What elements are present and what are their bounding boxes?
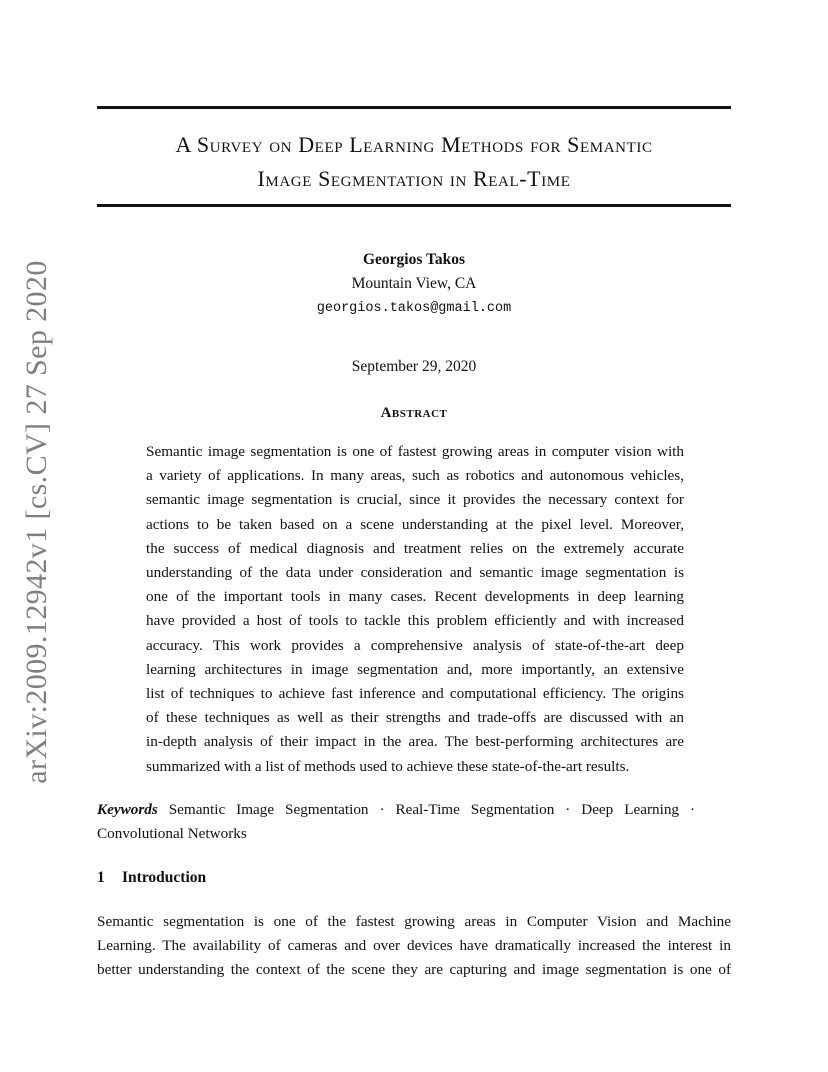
abstract-line: Semantic image segmentation is one of fastest growing areas in computer vision with	[146, 443, 684, 460]
body-line: better understanding the context of the scene they are capturing and image segmentation is one of	[97, 961, 731, 978]
abstract-line: actions to be taken based on a scene understanding at the pixel level. Moreover,	[146, 515, 684, 533]
abstract-line: a variety of applications. In many areas, such as robotics and autonomous vehicles,	[146, 467, 684, 485]
abstract-line: have provided a host of tools to tackle this problem efficiently and with increased	[146, 612, 684, 630]
title-top-rule	[97, 106, 731, 109]
abstract-heading: Abstract	[380, 405, 448, 421]
section-title: Introduction	[122, 869, 207, 886]
paper-date: September 29, 2020	[351, 358, 477, 375]
arxiv-identifier-stamp: arXiv:2009.12942v1 [cs.CV] 27 Sep 2020	[20, 260, 53, 784]
abstract-line: learning architectures in image segmentation and, more importantly, an extensive	[146, 660, 684, 678]
paper-title-line: Image Segmentation in Real-Time	[257, 166, 571, 191]
keywords-list: Semantic Image Segmentation · Real-Time Segmentation · Deep Learning ·	[168, 801, 696, 818]
abstract-body	[146, 440, 684, 779]
abstract-line: accuracy. This work provides a comprehensive analysis of state-of-the-art deep	[146, 636, 684, 654]
title-bottom-rule	[97, 204, 731, 207]
abstract-line: summarized with a list of methods used to achieve these state-of-the-art results.	[146, 757, 630, 775]
introduction-body	[97, 910, 731, 982]
body-line: Learning. The availability of cameras and over devices have dramatically increased the interest in	[97, 937, 731, 954]
author-affiliation: Mountain View, CA	[351, 275, 477, 292]
abstract-line: list of techniques to achieve fast inference and computational efficiency. The origins	[146, 685, 684, 703]
author-email: georgios.takos@gmail.com	[316, 301, 512, 316]
keywords-block	[97, 798, 695, 846]
abstract-line: of these techniques as well as their strengths and trade-offs are discussed with an	[146, 709, 684, 727]
body-line: Semantic segmentation is one of the fastest growing areas in Computer Vision and Machine	[97, 913, 731, 930]
section-heading-introduction	[97, 869, 206, 887]
abstract-line: semantic image segmentation is crucial, since it provides the necessary context for	[146, 491, 684, 509]
paper-title-line: A Survey on Deep Learning Methods for Semantic	[175, 132, 653, 157]
abstract-line: the success of medical diagnosis and treatment relies on the extremely accurate	[146, 539, 684, 557]
abstract-line: one of the important tools in many cases. Recent developments in deep learning	[146, 588, 684, 606]
abstract-line: understanding of the data under consideration and semantic image segmentation is	[146, 564, 684, 582]
keywords-line	[97, 798, 695, 822]
abstract-line: in-depth analysis of their impact in the area. The best-performing architectures are	[146, 733, 684, 751]
keywords-label: Keywords	[97, 801, 158, 818]
keywords-line-continued: Convolutional Networks	[97, 825, 247, 842]
author-name: Georgios Takos	[362, 251, 466, 268]
paper-title	[97, 128, 731, 196]
section-number: 1	[97, 869, 105, 886]
